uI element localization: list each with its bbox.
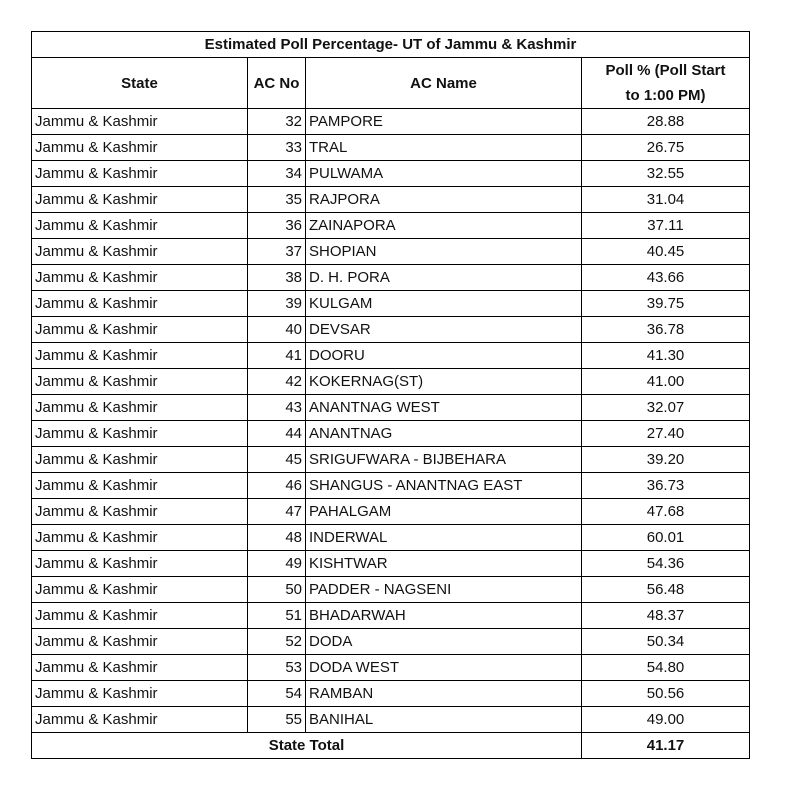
table-row xyxy=(32,317,750,343)
table-row xyxy=(32,681,750,707)
cell-ac-name: DOORU xyxy=(306,343,582,369)
cell-ac-name: BHADARWAH xyxy=(306,603,582,629)
cell-state: Jammu & Kashmir xyxy=(32,213,248,239)
table-row xyxy=(32,395,750,421)
cell-ac-name: SRIGUFWARA - BIJBEHARA xyxy=(306,447,582,473)
cell-ac-no: 51 xyxy=(248,603,306,629)
table-row xyxy=(32,265,750,291)
cell-poll-percent: 41.30 xyxy=(582,343,750,369)
cell-poll-percent: 27.40 xyxy=(582,421,750,447)
cell-state: Jammu & Kashmir xyxy=(32,265,248,291)
cell-ac-no: 47 xyxy=(248,499,306,525)
cell-poll-percent: 41.00 xyxy=(582,369,750,395)
cell-ac-no: 49 xyxy=(248,551,306,577)
cell-ac-name: ANANTNAG WEST xyxy=(306,395,582,421)
cell-ac-name: DEVSAR xyxy=(306,317,582,343)
header-ac-no: AC No xyxy=(248,58,306,109)
cell-ac-no: 46 xyxy=(248,473,306,499)
cell-state: Jammu & Kashmir xyxy=(32,499,248,525)
cell-state: Jammu & Kashmir xyxy=(32,239,248,265)
total-label: State Total xyxy=(32,733,582,759)
table-row xyxy=(32,135,750,161)
table-row xyxy=(32,161,750,187)
cell-ac-no: 41 xyxy=(248,343,306,369)
cell-ac-name: KISHTWAR xyxy=(306,551,582,577)
cell-state: Jammu & Kashmir xyxy=(32,551,248,577)
header-state: State xyxy=(32,58,248,109)
cell-poll-percent: 50.34 xyxy=(582,629,750,655)
cell-state: Jammu & Kashmir xyxy=(32,395,248,421)
cell-poll-percent: 56.48 xyxy=(582,577,750,603)
cell-poll-percent: 37.11 xyxy=(582,213,750,239)
cell-ac-name: D. H. PORA xyxy=(306,265,582,291)
cell-ac-name: DODA xyxy=(306,629,582,655)
cell-ac-name: SHANGUS - ANANTNAG EAST xyxy=(306,473,582,499)
table-row xyxy=(32,499,750,525)
cell-poll-percent: 54.80 xyxy=(582,655,750,681)
cell-ac-no: 33 xyxy=(248,135,306,161)
header-poll-line2: to 1:00 PM) xyxy=(625,87,706,104)
cell-poll-percent: 36.78 xyxy=(582,317,750,343)
cell-state: Jammu & Kashmir xyxy=(32,473,248,499)
cell-ac-no: 45 xyxy=(248,447,306,473)
cell-state: Jammu & Kashmir xyxy=(32,421,248,447)
cell-ac-name: PAHALGAM xyxy=(306,499,582,525)
cell-ac-no: 50 xyxy=(248,577,306,603)
header-row xyxy=(32,58,750,109)
cell-ac-name: RAJPORA xyxy=(306,187,582,213)
cell-state: Jammu & Kashmir xyxy=(32,655,248,681)
cell-poll-percent: 26.75 xyxy=(582,135,750,161)
cell-ac-name: PADDER - NAGSENI xyxy=(306,577,582,603)
table-row xyxy=(32,421,750,447)
cell-poll-percent: 36.73 xyxy=(582,473,750,499)
cell-ac-no: 42 xyxy=(248,369,306,395)
cell-ac-no: 36 xyxy=(248,213,306,239)
cell-state: Jammu & Kashmir xyxy=(32,707,248,733)
cell-ac-name: BANIHAL xyxy=(306,707,582,733)
cell-poll-percent: 49.00 xyxy=(582,707,750,733)
cell-poll-percent: 54.36 xyxy=(582,551,750,577)
cell-ac-no: 48 xyxy=(248,525,306,551)
cell-ac-no: 43 xyxy=(248,395,306,421)
cell-poll-percent: 43.66 xyxy=(582,265,750,291)
cell-ac-no: 38 xyxy=(248,265,306,291)
cell-ac-name: INDERWAL xyxy=(306,525,582,551)
cell-ac-no: 52 xyxy=(248,629,306,655)
cell-ac-no: 44 xyxy=(248,421,306,447)
total-row xyxy=(32,733,750,759)
cell-poll-percent: 47.68 xyxy=(582,499,750,525)
table-row xyxy=(32,291,750,317)
cell-poll-percent: 39.75 xyxy=(582,291,750,317)
cell-ac-name: ANANTNAG xyxy=(306,421,582,447)
cell-ac-no: 37 xyxy=(248,239,306,265)
cell-ac-name: PULWAMA xyxy=(306,161,582,187)
table-row xyxy=(32,603,750,629)
cell-state: Jammu & Kashmir xyxy=(32,447,248,473)
cell-poll-percent: 40.45 xyxy=(582,239,750,265)
cell-ac-no: 39 xyxy=(248,291,306,317)
cell-state: Jammu & Kashmir xyxy=(32,109,248,135)
cell-state: Jammu & Kashmir xyxy=(32,369,248,395)
cell-state: Jammu & Kashmir xyxy=(32,577,248,603)
table-row xyxy=(32,447,750,473)
header-ac-name: AC Name xyxy=(306,58,582,109)
poll-percentage-table xyxy=(31,31,750,759)
cell-ac-name: RAMBAN xyxy=(306,681,582,707)
table-row xyxy=(32,187,750,213)
cell-state: Jammu & Kashmir xyxy=(32,525,248,551)
cell-state: Jammu & Kashmir xyxy=(32,135,248,161)
cell-state: Jammu & Kashmir xyxy=(32,681,248,707)
cell-state: Jammu & Kashmir xyxy=(32,603,248,629)
cell-ac-name: PAMPORE xyxy=(306,109,582,135)
cell-poll-percent: 31.04 xyxy=(582,187,750,213)
cell-ac-name: KULGAM xyxy=(306,291,582,317)
table-row xyxy=(32,707,750,733)
table-row xyxy=(32,213,750,239)
total-value: 41.17 xyxy=(582,733,750,759)
cell-ac-no: 32 xyxy=(248,109,306,135)
header-poll-line1: Poll % (Poll Start xyxy=(605,62,726,79)
cell-poll-percent: 50.56 xyxy=(582,681,750,707)
header-poll-percent xyxy=(582,58,750,109)
table-row xyxy=(32,655,750,681)
table-title: Estimated Poll Percentage- UT of Jammu & Kashmir xyxy=(32,32,750,58)
cell-ac-name: DODA WEST xyxy=(306,655,582,681)
cell-ac-name: ZAINAPORA xyxy=(306,213,582,239)
cell-state: Jammu & Kashmir xyxy=(32,291,248,317)
cell-ac-name: KOKERNAG(ST) xyxy=(306,369,582,395)
cell-ac-no: 35 xyxy=(248,187,306,213)
cell-poll-percent: 28.88 xyxy=(582,109,750,135)
cell-poll-percent: 60.01 xyxy=(582,525,750,551)
cell-ac-no: 55 xyxy=(248,707,306,733)
table-row xyxy=(32,551,750,577)
cell-state: Jammu & Kashmir xyxy=(32,343,248,369)
cell-ac-no: 40 xyxy=(248,317,306,343)
cell-ac-no: 34 xyxy=(248,161,306,187)
table-row xyxy=(32,577,750,603)
cell-poll-percent: 39.20 xyxy=(582,447,750,473)
cell-poll-percent: 48.37 xyxy=(582,603,750,629)
cell-state: Jammu & Kashmir xyxy=(32,161,248,187)
table-row xyxy=(32,473,750,499)
cell-ac-name: SHOPIAN xyxy=(306,239,582,265)
cell-poll-percent: 32.55 xyxy=(582,161,750,187)
cell-poll-percent: 32.07 xyxy=(582,395,750,421)
table-row xyxy=(32,525,750,551)
table-row xyxy=(32,629,750,655)
cell-ac-no: 53 xyxy=(248,655,306,681)
cell-ac-name: TRAL xyxy=(306,135,582,161)
table-row xyxy=(32,343,750,369)
cell-state: Jammu & Kashmir xyxy=(32,317,248,343)
cell-state: Jammu & Kashmir xyxy=(32,187,248,213)
table-row xyxy=(32,239,750,265)
table-row xyxy=(32,109,750,135)
cell-ac-no: 54 xyxy=(248,681,306,707)
table-row xyxy=(32,369,750,395)
cell-state: Jammu & Kashmir xyxy=(32,629,248,655)
